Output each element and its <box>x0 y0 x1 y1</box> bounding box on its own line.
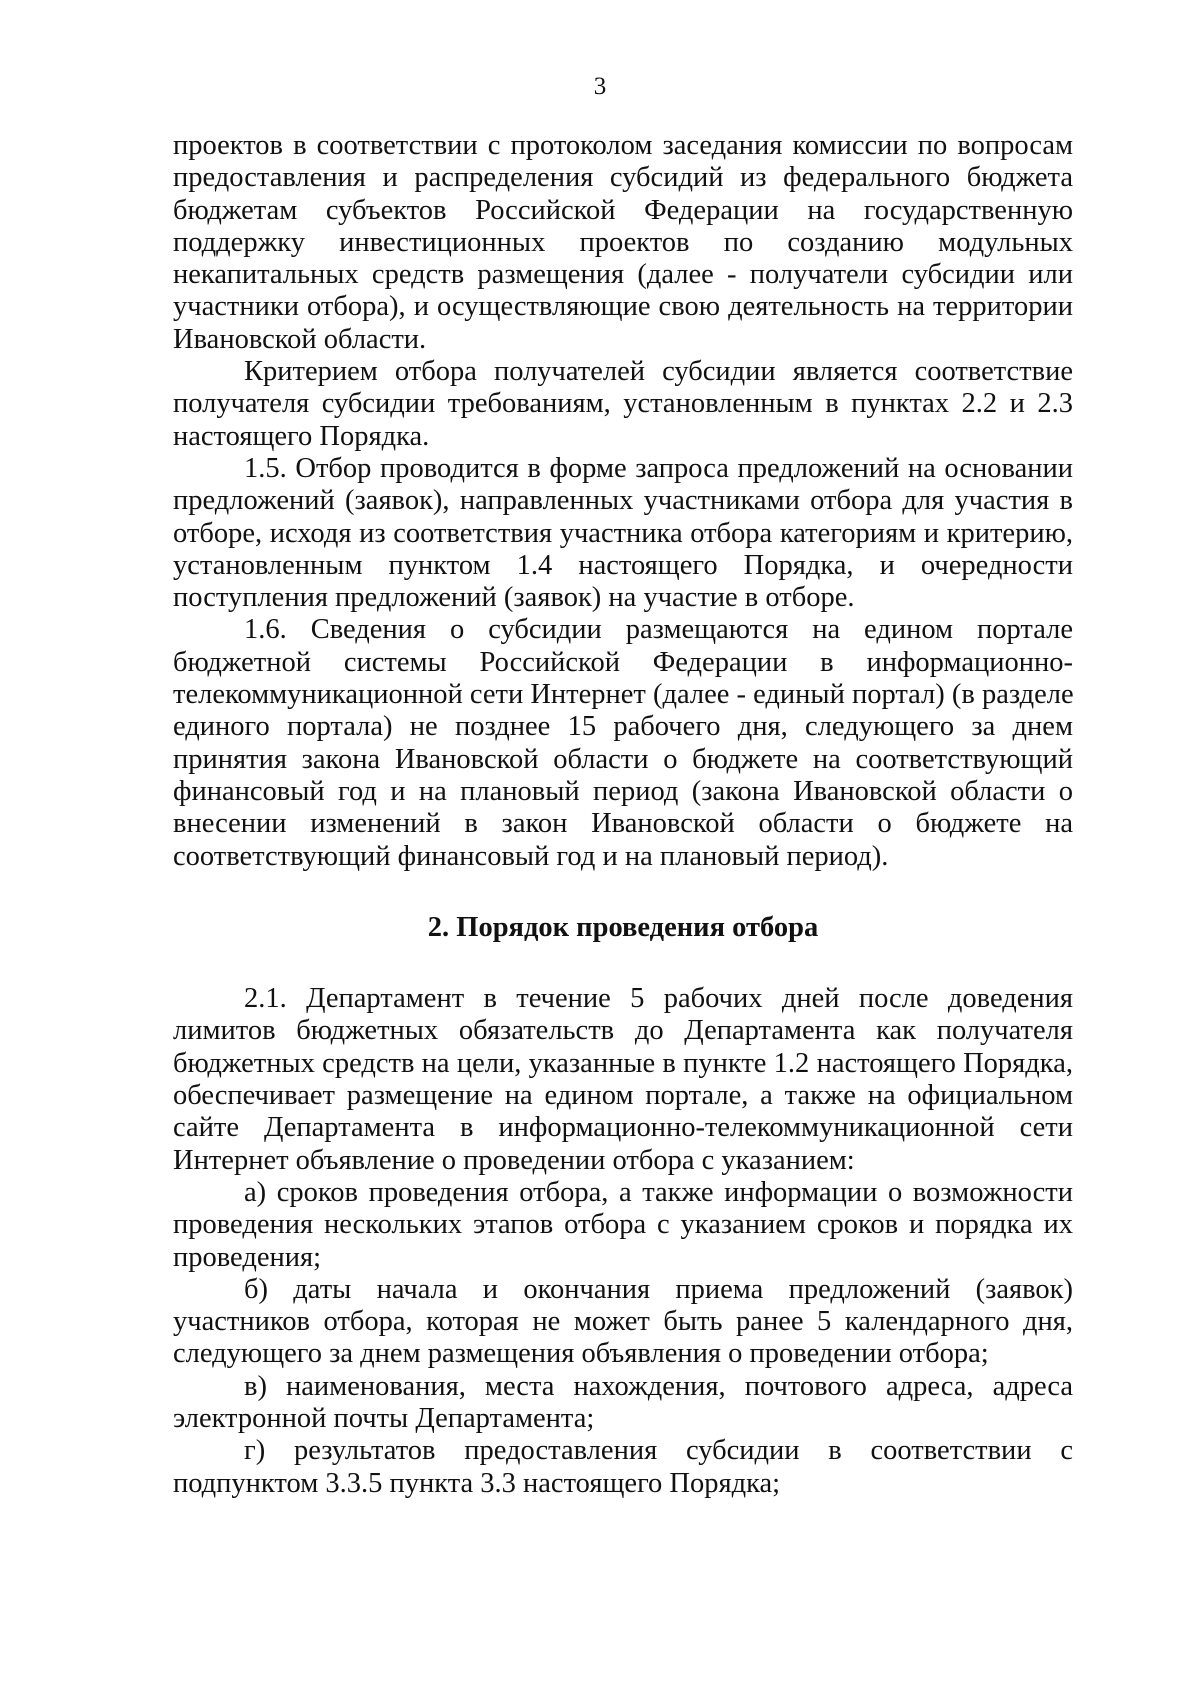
text-line: настоящего Порядка. <box>173 420 430 452</box>
text-line: в) наименования, места нахождения, почтового адреса, адреса <box>244 1370 1073 1402</box>
list-item-v <box>173 1371 1073 1436</box>
section-heading: 2. Порядок проведения отбора <box>427 911 819 943</box>
text-line: проведения; <box>173 1241 321 1273</box>
text-line: а) сроков проведения отбора, а также информации о возможности <box>244 1176 1073 1208</box>
document-body <box>173 130 1073 1500</box>
text-line: единого портала) не позднее 15 рабочего дня, следующего за днем <box>173 711 1073 743</box>
text-line: некапитальных средств размещения (далее - получатели субсидии или <box>173 259 1073 291</box>
text-line: лимитов бюджетных обязательств до Департамента как получателя <box>173 1015 1073 1047</box>
list-item-a <box>173 1177 1073 1274</box>
text-line: принятия закона Ивановской области о бюджете на соответствующий <box>173 743 1073 775</box>
text-line: 1.5. Отбор проводится в форме запроса предложений на основании <box>244 452 1073 484</box>
text-line: предложений (заявок), направленных участниками отбора для участия в <box>173 485 1073 517</box>
paragraph-2-1 <box>173 983 1073 1177</box>
text-line: бюджетной системы Российской Федерации в информационно- <box>173 646 1073 678</box>
text-line: бюджетных средств на цели, указанные в пункте 1.2 настоящего Порядка, <box>173 1047 1073 1079</box>
text-line: г) результатов предоставления субсидии в соответствии с <box>244 1435 1073 1467</box>
text-line: установленным пунктом 1.4 настоящего Порядка, и очередности <box>173 549 1073 581</box>
text-line: внесении изменений в закон Ивановской области о бюджете на <box>173 808 1073 840</box>
paragraph-1-5 <box>173 453 1073 614</box>
text-line: участники отбора), и осуществляющие свою деятельность на территории <box>173 291 1073 323</box>
text-line: предоставления и распределения субсидий из федерального бюджета <box>173 162 1073 194</box>
text-line: бюджетам субъектов Российской Федерации на государственную <box>173 194 1073 226</box>
text-line: подпунктом 3.3.5 пункта 3.3 настоящего Порядка; <box>173 1467 781 1499</box>
text-line: проведения нескольких этапов отбора с указанием сроков и порядка их <box>173 1209 1073 1241</box>
text-line: 2.1. Департамент в течение 5 рабочих дней после доведения <box>244 983 1073 1015</box>
text-line: участников отбора, которая не может быть ранее 5 календарного дня, <box>173 1306 1073 1338</box>
paragraph-1-6 <box>173 614 1073 872</box>
paragraph-1-4-continuation <box>173 130 1073 356</box>
text-line: телекоммуникационной сети Интернет (далее - единый портал) (в разделе <box>173 679 1074 711</box>
text-line: Интернет объявление о проведении отбора с указанием: <box>173 1144 855 1176</box>
text-line: финансовый год и на плановый период (закона Ивановской области о <box>173 775 1073 807</box>
text-line: проектов в соответствии с протоколом заседания комиссии по вопросам <box>173 130 1073 161</box>
text-line: получателя субсидии требованиям, установленным в пунктах 2.2 и 2.3 <box>173 388 1073 420</box>
text-line: поддержку инвестиционных проектов по созданию модульных <box>173 226 1073 258</box>
text-line: сайте Департамента в информационно-телекоммуникационной сети <box>173 1112 1073 1144</box>
page-number: 3 <box>593 73 607 100</box>
paragraph-criterion <box>173 356 1073 453</box>
text-line: поступления предложений (заявок) на участие в отборе. <box>173 582 855 614</box>
list-item-g <box>173 1435 1073 1500</box>
text-line: Ивановской области. <box>173 323 427 355</box>
text-line: б) даты начала и окончания приема предложений (заявок) <box>244 1273 1073 1305</box>
text-line: следующего за днем размещения объявления о проведении отбора; <box>173 1338 989 1370</box>
text-line: обеспечивает размещение на едином портале, а также на официальном <box>173 1080 1073 1112</box>
text-line: отборе, исходя из соответствия участника отбора категориям и критерию, <box>173 517 1073 549</box>
text-line: электронной почты Департамента; <box>173 1402 595 1434</box>
text-line: 1.6. Сведения о субсидии размещаются на едином портале <box>244 614 1073 646</box>
list-item-b <box>173 1274 1073 1371</box>
text-line: Критерием отбора получателей субсидии является соответствие <box>244 356 1073 388</box>
text-line: соответствующий финансовый год и на плановый период). <box>173 840 889 872</box>
